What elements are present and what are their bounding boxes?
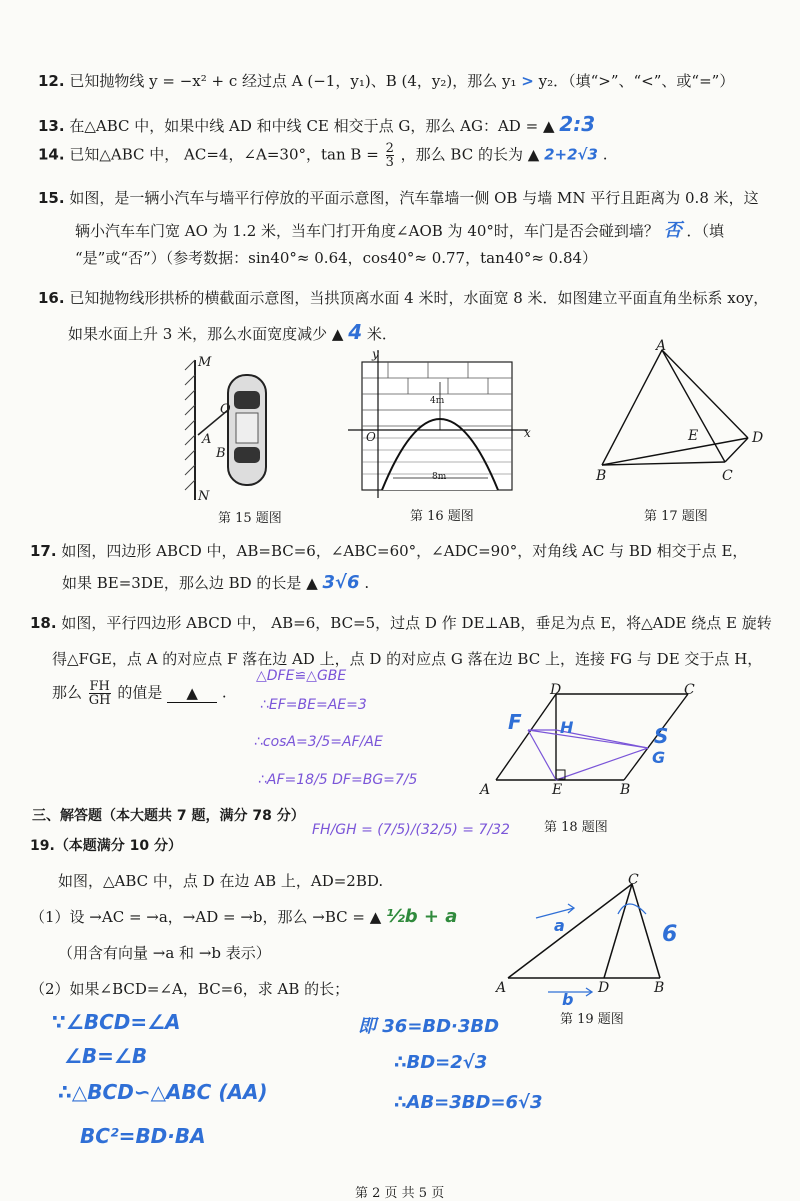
fraction-denominator: GH xyxy=(88,693,111,708)
question-18-line-1 xyxy=(30,612,772,633)
question-text: 如图，四边形 ABCD 中，AB=BC=6，∠ABC=60°，∠ADC=90°，对角线 AC 与 BD 相交于点 E， xyxy=(61,542,748,560)
answer-blank-marker: ▲ xyxy=(331,325,344,343)
figure-18-handwritten-f: F xyxy=(508,710,522,734)
question-19-part-1-note: （用含有向量 →a 和 →b 表示） xyxy=(58,944,271,962)
question-17-line-2 xyxy=(62,572,369,593)
handwritten-answer: 2:3 xyxy=(559,112,596,136)
figure-18-label-d: D xyxy=(550,682,562,698)
question-15-line-2 xyxy=(75,216,724,242)
figure-19-vector-a: a xyxy=(554,916,565,935)
figure-17-label-b: B xyxy=(596,468,607,484)
question-tail: 米． xyxy=(366,325,397,343)
figure-18-parallelogram xyxy=(488,690,708,800)
question-number: 13. xyxy=(38,117,65,135)
question-number: 16. xyxy=(38,289,65,307)
question-19-part-2: （2）如果∠BCD=∠A，BC=6，求 AB 的长； xyxy=(30,980,350,998)
figure-19-label-b: B xyxy=(654,980,665,996)
figure-18-label-a: A xyxy=(480,782,491,798)
figure-19-label-a: A xyxy=(496,980,507,996)
figure-16-label-x: x xyxy=(524,426,531,440)
question-15-line-3 xyxy=(75,247,597,268)
question-tail: y₂．（填“>”、“<”、或“=”） xyxy=(538,72,735,90)
figure-15-label-m: M xyxy=(198,355,212,370)
figure-19-label-c: C xyxy=(628,872,639,888)
question-text: 如图，是一辆小汽车与墙平行停放的平面示意图，汽车靠墙一侧 OB 与墙 MN 平行且距离为 0.8 米，这 xyxy=(69,189,759,207)
figure-16-label-o: O xyxy=(366,430,376,444)
figure-18-handwritten-five: S xyxy=(654,724,669,748)
handwritten-answer: 否 xyxy=(663,220,682,241)
q19-work-right-3: ∴AB=3BD=6√3 xyxy=(394,1092,543,1113)
question-12 xyxy=(38,70,734,91)
question-points: （本题满分 10 分） xyxy=(54,838,183,854)
figure-18-caption: 第 18 题图 xyxy=(544,820,608,835)
fraction-numerator: FH xyxy=(89,679,110,694)
question-text: “是”或“否”）（参考数据：sin40°≈ 0.64，cos40°≈ 0.77，tan40°≈ 0.84） xyxy=(75,249,598,267)
figure-15-label-b: B xyxy=(216,446,226,461)
handwritten-answer: > xyxy=(521,72,534,90)
question-text: 如图，平行四边形 ABCD 中， AB=6，BC=5，过点 D 作 DE⊥AB，垂足为点 E，将△ADE 绕点 E 旋转 xyxy=(61,614,772,632)
question-16-line-1 xyxy=(38,287,768,308)
figure-19-caption: 第 19 题图 xyxy=(560,1012,624,1027)
figure-18-label-b: B xyxy=(620,782,631,798)
figure-15-caption: 第 15 题图 xyxy=(218,511,282,526)
figure-19-handwritten-six: 6 xyxy=(662,922,678,947)
question-tail: . xyxy=(221,683,227,702)
question-text: （1）设 →AC = →a，→AD = →b，那么 →BC = xyxy=(30,908,365,926)
figure-15-label-o: O xyxy=(220,402,231,417)
question-text: 那么 xyxy=(52,683,83,702)
handwritten-answer: 3√6 xyxy=(322,572,360,593)
fraction-denominator: 3 xyxy=(385,155,394,170)
answer-blank-marker: ▲ xyxy=(527,145,540,164)
figure-17-label-e: E xyxy=(688,428,699,444)
q18-work-step-3: ∴cosA=3/5=AF/AE xyxy=(254,734,383,750)
question-text: 的值是 xyxy=(117,683,163,702)
question-number: 19. xyxy=(30,838,55,854)
question-number: 18. xyxy=(30,614,57,632)
answer-blank-marker: ▲ xyxy=(542,117,555,135)
q19-work-right-2: ∴BD=2√3 xyxy=(394,1052,488,1073)
question-tail: . xyxy=(602,145,608,164)
figure-17-quadrilateral xyxy=(590,340,770,480)
question-tail: . xyxy=(364,574,370,592)
question-text: 已知△ABC 中， AC=4，∠A=30°，tan B = xyxy=(69,145,379,164)
figure-18-handwritten-g: G xyxy=(652,748,666,767)
q18-work-step-2: ∴EF=BE=AE=3 xyxy=(260,697,367,713)
question-tail: ．（填 xyxy=(686,222,724,240)
figure-15-car-diagram xyxy=(180,355,290,505)
question-text: 如果水面上升 3 米，那么水面宽度减少 xyxy=(68,325,328,343)
q18-work-step-4: ∴AF=18/5 DF=BG=7/5 xyxy=(258,772,418,788)
answer-blank: ▲ xyxy=(167,684,217,703)
question-text: 如果 BE=3DE，那么边 BD 的长是 xyxy=(62,574,302,592)
q19-work-left-4: BC²=BD·BA xyxy=(80,1124,206,1148)
answer-blank-marker: ▲ xyxy=(369,908,382,926)
figure-19-triangle xyxy=(500,880,680,1000)
figure-16-caption: 第 16 题图 xyxy=(410,509,474,524)
question-number: 17. xyxy=(30,542,57,560)
question-text: 辆小汽车车门宽 AO 为 1.2 米，当车门打开角度∠AOB 为 40°时，车门是否会碰到墙？ xyxy=(75,222,659,240)
figure-17-label-c: C xyxy=(722,468,733,484)
figure-18-handwritten-h: H xyxy=(560,718,574,737)
question-19-title xyxy=(30,835,182,855)
question-18-line-2 xyxy=(52,648,762,669)
handwritten-answer: 2+2√3 xyxy=(544,145,598,164)
question-number: 12. xyxy=(38,72,65,90)
page-footer: 第 2 页 共 5 页 xyxy=(355,1186,445,1201)
figure-16-label-height: 4m xyxy=(430,396,445,406)
question-16-line-2 xyxy=(68,320,397,344)
figure-18-label-c: C xyxy=(684,682,695,698)
question-17-line-1 xyxy=(30,540,747,561)
question-number: 14. xyxy=(38,145,65,164)
figure-19-vector-b: b xyxy=(562,990,574,1009)
figure-17-caption: 第 17 题图 xyxy=(644,509,708,524)
question-text: 在△ABC 中，如果中线 AD 和中线 CE 相交于点 G，那么 AG：AD = xyxy=(69,117,539,135)
question-text: 已知抛物线形拱桥的横截面示意图，当拱顶离水面 4 米时，水面宽 8 米．如图建立平面直角坐标系 xoy， xyxy=(69,289,769,307)
fraction xyxy=(386,142,394,169)
q18-work-result: FH/GH = (7/5)/(32/5) = 7/32 xyxy=(312,822,510,838)
question-15-line-1 xyxy=(38,187,759,208)
handwritten-answer: 4 xyxy=(348,320,363,344)
question-18-line-3 xyxy=(52,680,227,707)
question-text-continued: ，那么 BC 的长为 xyxy=(400,145,523,164)
q19-work-left-3: ∴△BCD∽△ABC (AA) xyxy=(58,1080,268,1104)
answer-blank-marker: ▲ xyxy=(306,574,318,592)
question-13 xyxy=(38,112,595,136)
figure-15-label-a: A xyxy=(202,432,212,447)
question-14 xyxy=(38,142,608,169)
figure-15-label-n: N xyxy=(198,489,210,504)
figure-18-label-e: E xyxy=(552,782,563,798)
question-number: 15. xyxy=(38,189,65,207)
question-19-part-1 xyxy=(30,906,457,927)
section-3-heading: 三、解答题（本大题共 7 题，满分 78 分） xyxy=(32,808,305,824)
question-text: 已知抛物线 y = −x² + c 经过点 A (−1，y₁)、B (4，y₂)，那么 y₁ xyxy=(69,72,517,90)
figure-16-label-width: 8m xyxy=(432,472,447,482)
fraction xyxy=(89,680,111,707)
question-text: 得△FGE，点 A 的对应点 F 落在边 AD 上，点 D 的对应点 G 落在边 BC 上，连接 FG 与 DE 交于点 H， xyxy=(52,650,763,668)
handwritten-answer: ½b + a xyxy=(386,906,458,927)
q18-work-step-1: △DFE≌△GBE xyxy=(256,668,347,684)
q19-work-left-2: ∠B=∠B xyxy=(64,1044,148,1068)
question-19-intro: 如图，△ABC 中，点 D 在边 AB 上，AD=2BD. xyxy=(58,872,384,890)
fraction-numerator: 2 xyxy=(385,141,394,156)
figure-19-label-d: D xyxy=(598,980,610,996)
q19-work-right-1: 即 36=BD·3BD xyxy=(358,1016,500,1037)
figure-17-label-d: D xyxy=(752,430,764,446)
figure-16-label-y: y xyxy=(372,347,379,361)
q19-work-left-1: ∵∠BCD=∠A xyxy=(52,1010,181,1034)
figure-17-label-a: A xyxy=(656,338,667,354)
